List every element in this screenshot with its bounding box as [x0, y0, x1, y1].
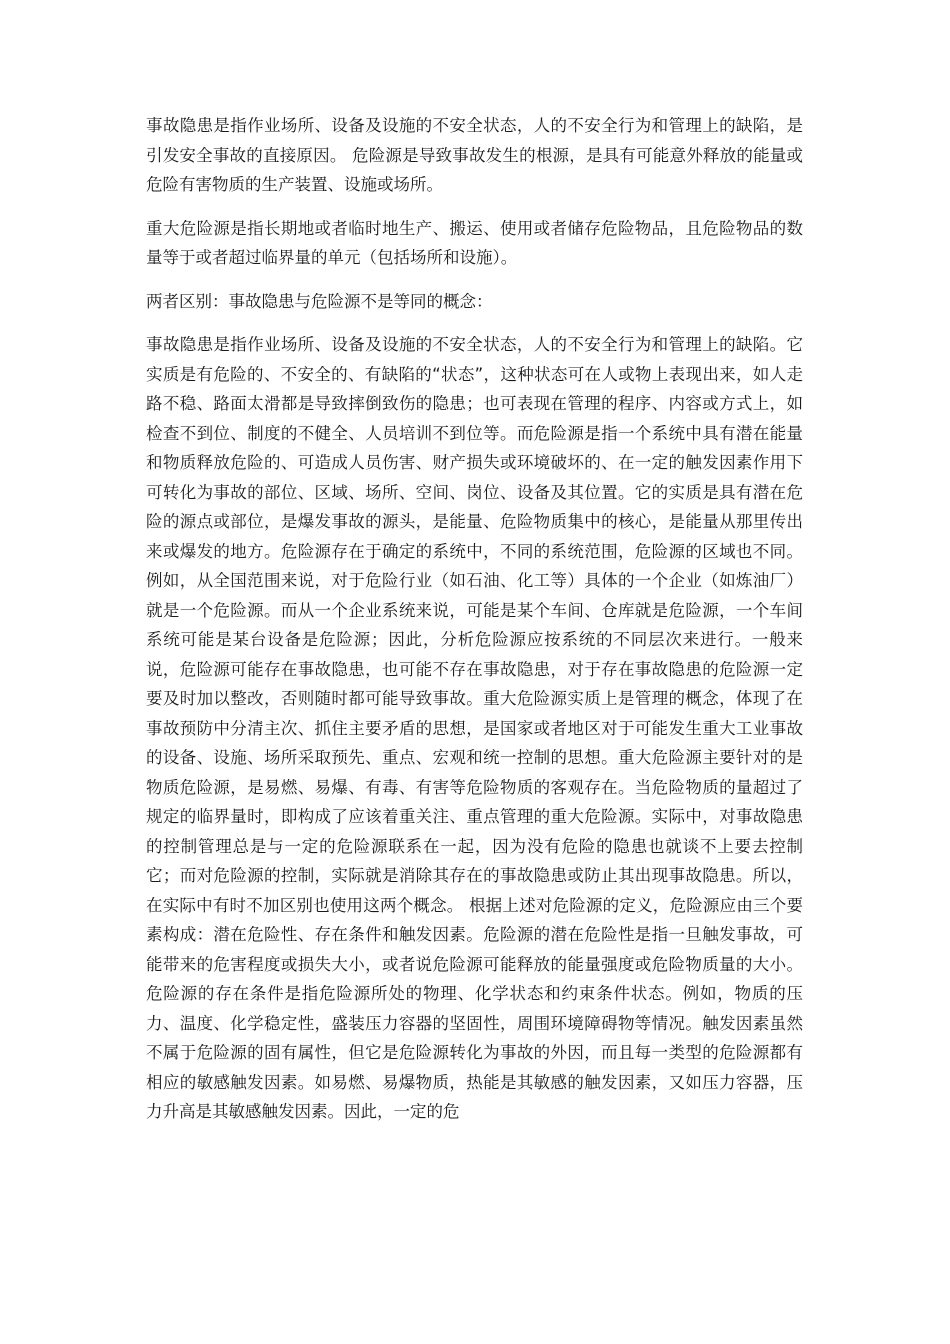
paragraph-detailed-explanation: 事故隐患是指作业场所、设备及设施的不安全状态，人的不安全行为和管理上的缺陷。它实质是有危险的、不安全的、有缺陷的“状态”，这种状态可在人或物上表现出来，如人走路不稳、路面太滑都是导致摔倒致伤的隐患；也可表现在管理的程序、内容或方式上，如检查不到位、制度的不健全、人员培训不到位等。而危险源是指一个系统中具有潜在能量和物质释放危险的、可造成人员伤害、财产损失或环境破坏的、在一定的触发因素作用下可转化为事故的部位、区域、场所、空间、岗位、设备及其位置。它的实质是具有潜在危险的源点或部位，是爆发事故的源头，是能量、危险物质集中的核心，是能量从那里传出来或爆发的地方。危险源存在于确定的系统中，不同的系统范围，危险源的区域也不同。例如，从全国范围来说，对于危险行业（如石油、化工等）具体的一个企业（如炼油厂）就是一个危险源。而从一个企业系统来说，可能是某个车间、仓库就是危险源，一个车间系统可能是某台设备是危险源；因此，分析危险源应按系统的不同层次来进行。一般来说，危险源可能存在事故隐患，也可能不存在事故隐患，对于存在事故隐患的危险源一定要及时加以整改，否则随时都可能导致事故。重大危险源实质上是管理的概念，体现了在事故预防中分清主次、抓住主要矛盾的思想，是国家或者地区对于可能发生重大工业事故的设备、设施、场所采取预先、重点、宏观和统一控制的思想。重大危险源主要针对的是物质危险源，是易燃、易爆、有毒、有害等危险物质的客观存在。当危险物质的量超过了规定的临界量时，即构成了应该着重关注、重点管理的重大危险源。实际中，对事故隐患的控制管理总是与一定的危险源联系在一起，因为没有危险的隐患也就谈不上要去控制它；而对危险源的控制，实际就是消除其存在的事故隐患或防止其出现事故隐患。所以，在实际中有时不加区别也使用这两个概念。 根据上述对危险源的定义，危险源应由三个要素构成：潜在危险性、存在条件和触发因素。危险源的潜在危险性是指一旦触发事故，可能带来的危害程度或损失大小，或者说危险源可能释放的能量强度或危险物质量的大小。危险源的存在条件是指危险源所处的物理、化学状态和约束条件状态。例如，物质的压力、温度、化学稳定性，盛装压力容器的坚固性，周围环境障碍物等情况。触发因素虽然不属于危险源的固有属性，但它是危险源转化为事故的外因，而且每一类型的危险源都有相应的敏感触发因素。如易燃、易爆物质，热能是其敏感的触发因素，又如压力容器，压力升高是其敏感触发因素。因此，一定的危	[146, 335, 803, 1121]
paragraph-major-hazard-definition: 重大危险源是指长期地或者临时地生产、搬运、使用或者储存危险物品，且危险物品的数量等于或者超过临界量的单元（包括场所和设施）。	[146, 218, 803, 267]
paragraph-hidden-danger-definition: 事故隐患是指作业场所、设备及设施的不安全状态，人的不安全行为和管理上的缺陷，是引发安全事故的直接原因。 危险源是导致事故发生的根源，是具有可能意外释放的能量或危险有害物质的生产装置、设施或场所。	[146, 116, 803, 194]
document-page	[146, 111, 803, 1141]
paragraph-difference-heading: 两者区别：事故隐患与危险源不是等同的概念：	[146, 291, 493, 311]
